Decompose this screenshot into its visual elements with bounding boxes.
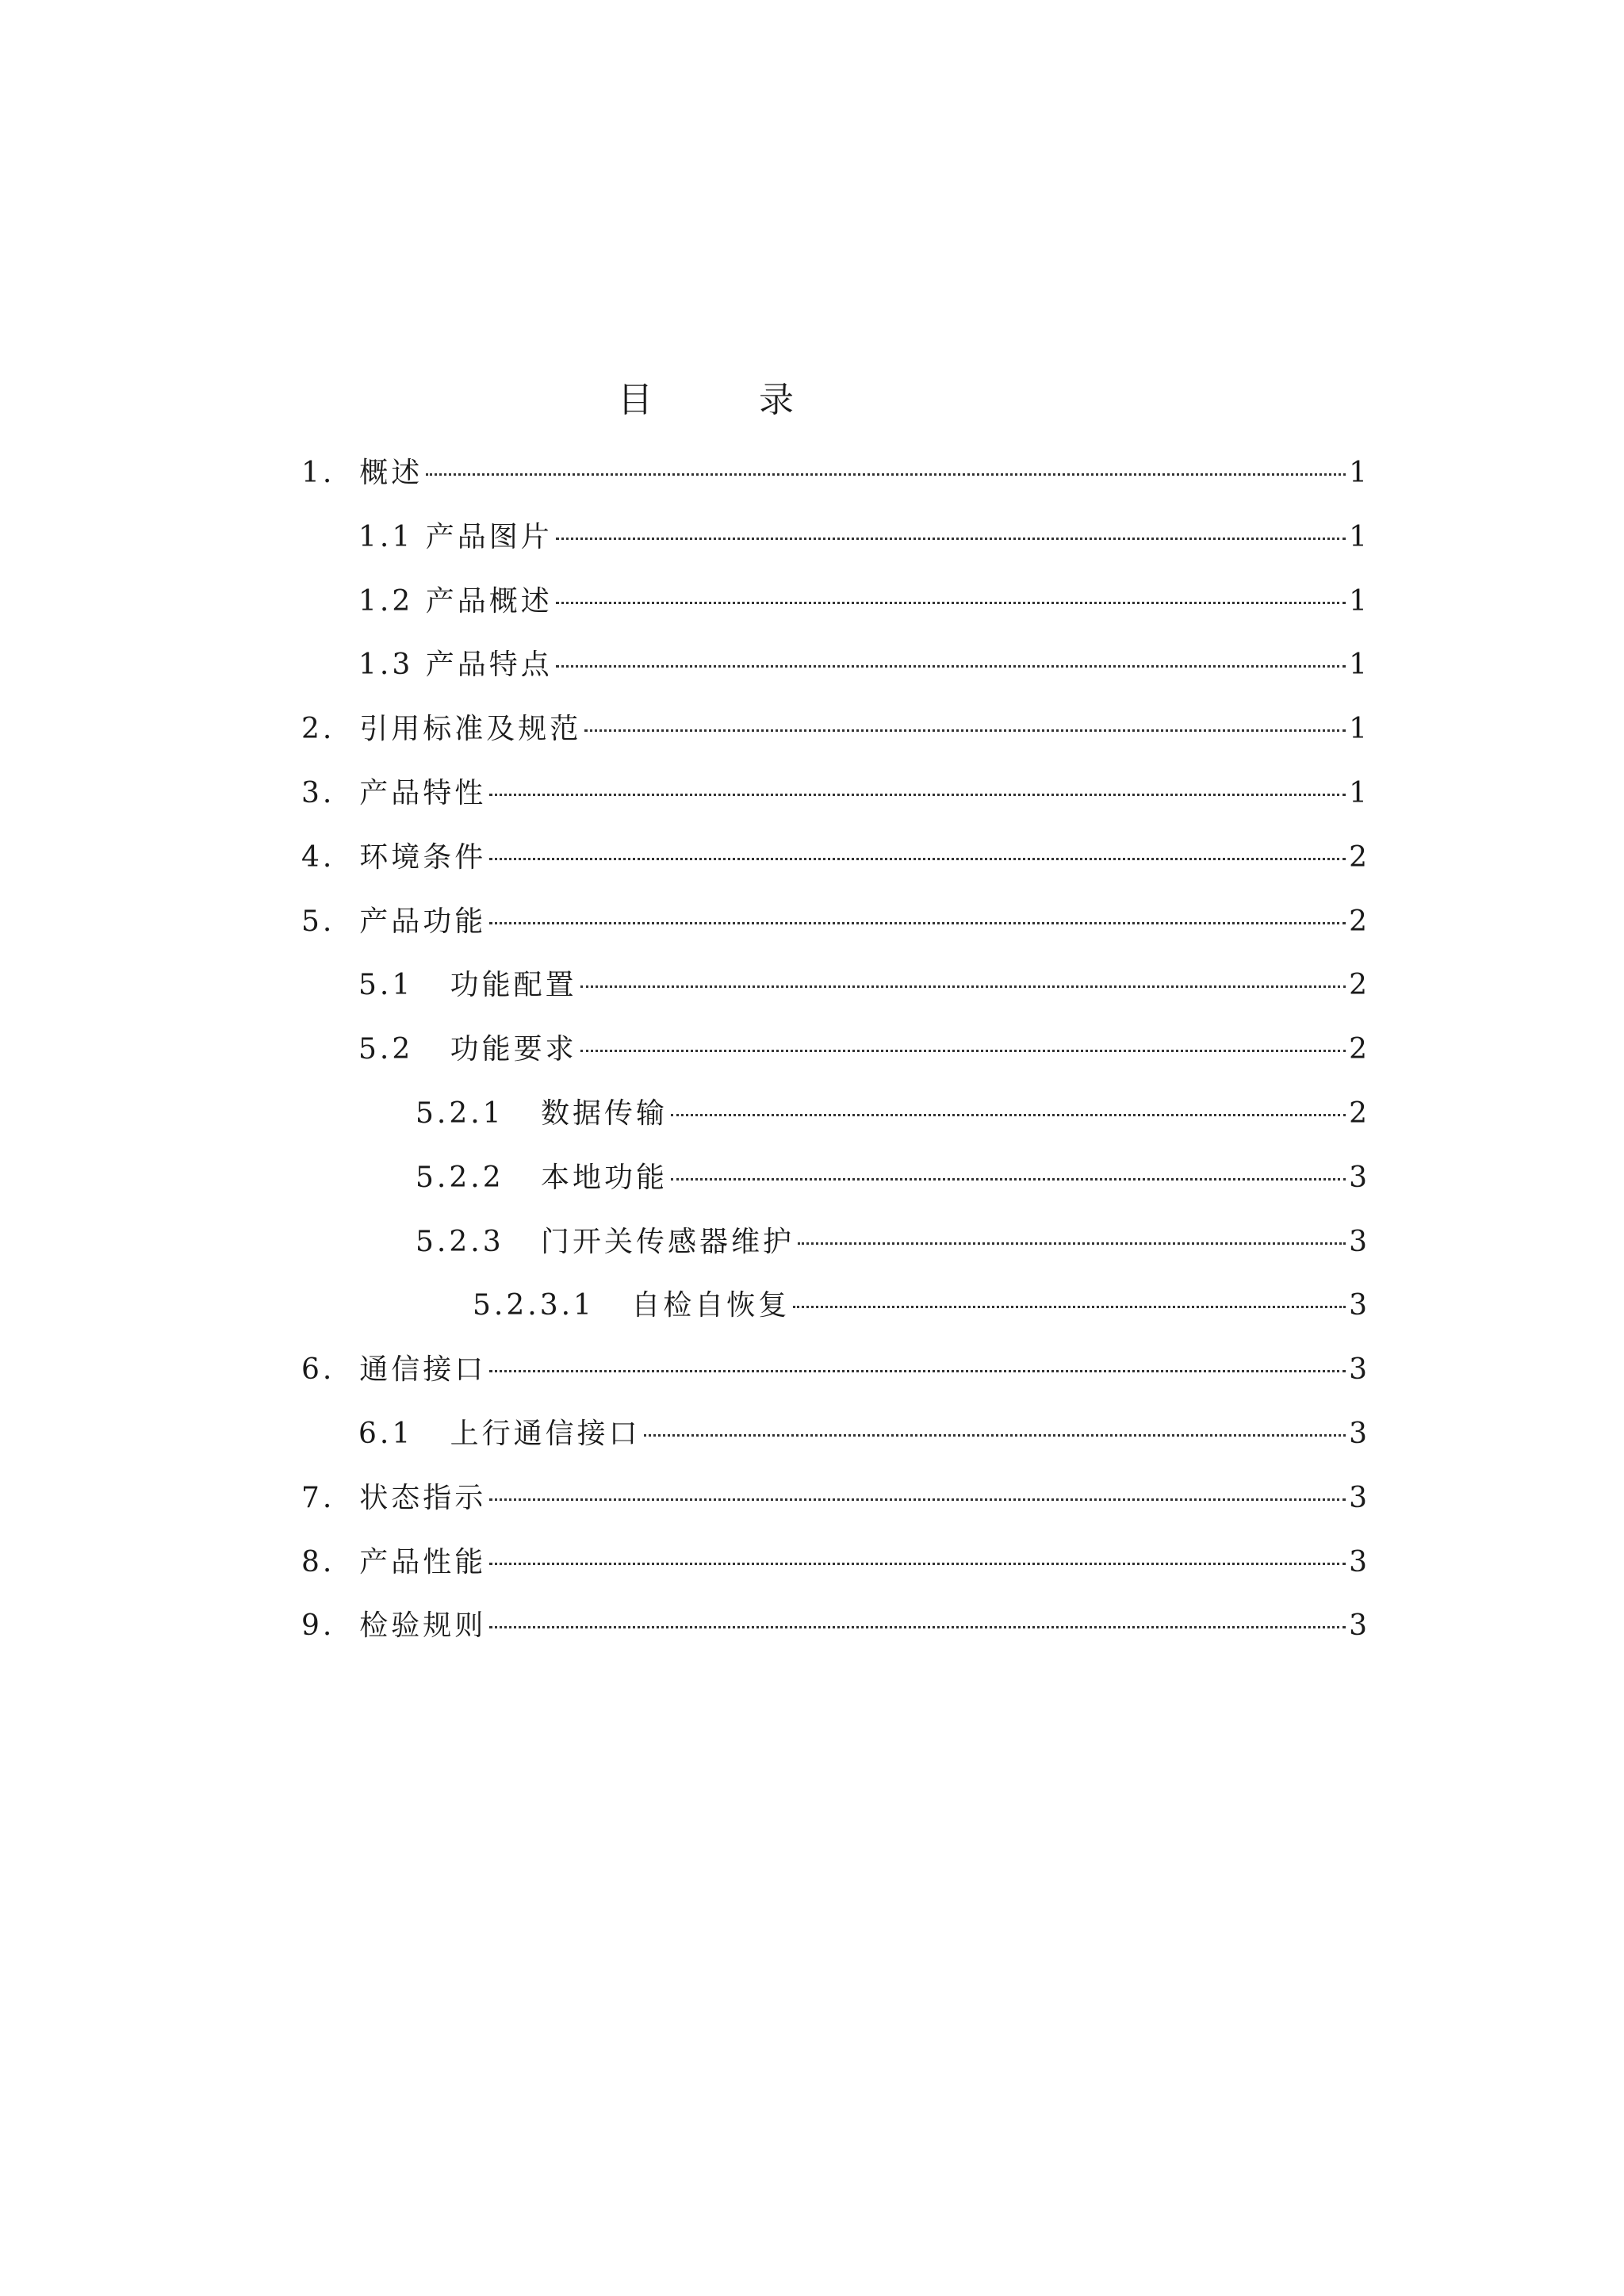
toc-entry[interactable] [301,1283,1367,1347]
toc-entry-title: 环境条件 [359,840,487,874]
toc-leader-dots [580,985,1346,988]
toc-leader-dots [793,1306,1346,1308]
toc-entry-title: 检验规则 [359,1609,487,1643]
toc-entry-page: 3 [1349,1289,1367,1322]
toc-entry-page: 1 [1349,584,1367,618]
toc-entry-page: 1 [1349,649,1367,682]
toc-entry[interactable] [301,1475,1367,1540]
toc-entry-page: 3 [1349,1609,1367,1643]
toc-leader-dots [671,1178,1346,1181]
toc-entry-title: 门开关传感器维护 [540,1225,795,1258]
toc-entry[interactable] [301,515,1367,579]
toc-entry-number: 3. [301,776,360,809]
toc-leader-dots [489,922,1346,924]
toc-entry-number: 5. [301,905,360,938]
toc-entry[interactable] [301,771,1367,835]
toc-leader-dots [671,1114,1346,1116]
toc-entry-number: 6. [301,1353,360,1387]
toc-entry[interactable] [301,450,1367,515]
toc-entry[interactable] [301,962,1367,1027]
toc-entry-page: 3 [1349,1481,1367,1514]
toc-entry[interactable] [301,579,1367,643]
toc-leader-dots [489,1563,1346,1565]
toc-entry-number: 5.2.2 [416,1161,541,1194]
toc-leader-dots [426,473,1346,476]
toc-entry-number: 4. [301,840,360,874]
toc-entry-number: 1.3 [358,649,426,682]
toc-leader-dots [489,1626,1346,1628]
toc-entry-page: 2 [1349,1033,1367,1066]
toc-entry[interactable] [301,642,1367,706]
toc-entry-title: 自检自恢复 [631,1289,791,1322]
toc-leader-dots [489,794,1346,796]
toc-entry-page: 1 [1349,713,1367,746]
toc-entry-number: 5.2.1 [416,1096,541,1130]
toc-entry-number: 5.1 [358,969,450,1002]
toc-leader-dots [580,1050,1346,1052]
toc-entry[interactable] [301,1603,1367,1667]
table-of-contents [301,450,1367,1667]
toc-leader-dots [489,858,1346,860]
toc-entry-number: 1. [301,457,360,489]
toc-entry-title: 产品性能 [359,1545,487,1578]
toc-entry-number: 1.2 [358,584,426,618]
toc-entry-title: 数据传输 [540,1096,668,1130]
toc-entry-page: 1 [1349,776,1367,809]
toc-entry-number: 2. [301,713,360,746]
toc-entry-number: 6.1 [358,1417,450,1450]
toc-entry-page: 3 [1349,1417,1367,1450]
toc-leader-dots [584,729,1346,732]
toc-entry-page: 2 [1349,1096,1367,1130]
toc-entry-page: 1 [1349,457,1367,489]
toc-entry-number: 9. [301,1609,360,1643]
toc-title: 目 录 [618,380,841,420]
toc-entry-number: 7. [301,1481,360,1514]
toc-entry-title: 产品概述 [425,584,553,618]
toc-leader-dots [798,1242,1346,1245]
toc-entry-title: 状态指示 [359,1481,487,1514]
toc-entry-number: 8. [301,1545,360,1578]
toc-entry-title: 产品特点 [425,649,553,682]
toc-entry[interactable] [301,835,1367,899]
toc-entry-page: 2 [1349,905,1367,938]
toc-entry-page: 2 [1349,840,1367,874]
toc-entry-page: 1 [1349,520,1367,553]
toc-entry-number: 5.2 [358,1033,450,1066]
toc-entry-page: 3 [1349,1225,1367,1258]
toc-entry-title: 概述 [359,457,423,489]
toc-entry-title: 通信接口 [359,1353,487,1387]
toc-entry-page: 3 [1349,1545,1367,1578]
toc-entry[interactable] [301,706,1367,771]
toc-entry-title: 功能配置 [450,969,577,1002]
toc-entry-title: 产品特性 [359,776,487,809]
toc-entry-page: 2 [1349,969,1367,1002]
toc-leader-dots [489,1498,1346,1501]
toc-leader-dots [489,1370,1346,1372]
toc-entry-title: 产品功能 [359,905,487,938]
toc-entry[interactable] [301,1091,1367,1155]
toc-leader-dots [556,602,1346,604]
toc-entry-number: 5.2.3 [416,1225,541,1258]
toc-entry[interactable] [301,1540,1367,1604]
toc-entry[interactable] [301,1347,1367,1411]
toc-leader-dots [556,538,1346,540]
toc-entry[interactable] [301,1155,1367,1219]
toc-entry[interactable] [301,1219,1367,1284]
toc-entry[interactable] [301,899,1367,963]
toc-entry-title: 本地功能 [540,1161,668,1194]
toc-entry[interactable] [301,1027,1367,1091]
toc-leader-dots [556,665,1346,668]
toc-entry-number: 5.2.3.1 [473,1289,632,1322]
toc-entry-title: 上行通信接口 [450,1417,641,1450]
toc-leader-dots [644,1434,1346,1437]
toc-entry[interactable] [301,1411,1367,1475]
toc-entry-title: 引用标准及规范 [359,713,582,746]
toc-entry-title: 产品图片 [425,520,553,553]
toc-entry-title: 功能要求 [450,1033,577,1066]
toc-entry-page: 3 [1349,1353,1367,1387]
toc-entry-page: 3 [1349,1161,1367,1194]
toc-entry-number: 1.1 [358,520,426,553]
